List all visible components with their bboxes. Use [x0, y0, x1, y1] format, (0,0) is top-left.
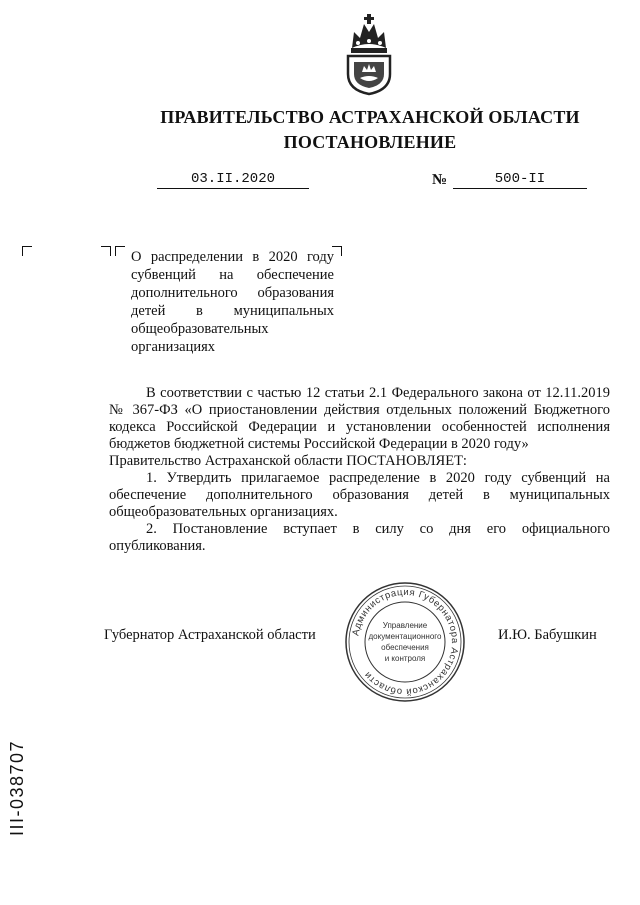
- document-date: 03.II.2020: [190, 171, 275, 187]
- corner-mark: [101, 246, 111, 256]
- stamp-line: и контроля: [384, 654, 426, 663]
- serial-number: III-038707: [7, 739, 27, 836]
- document-number: 500-II: [494, 171, 546, 187]
- stamp-line: документационного: [368, 632, 442, 641]
- stamp-line: обеспечения: [381, 643, 429, 652]
- corner-mark: [115, 246, 125, 256]
- date-underline: [157, 188, 309, 189]
- document-subject: О распределении в 2020 году субвенций на обеспечение дополнительного образования детей в муниципальных общеобразовательных организациях: [131, 249, 334, 355]
- number-underline: [453, 188, 587, 189]
- body-paragraph: В соответствии с частью 12 статьи 2.1 Федерального закона от 12.11.2019 № 367-ФЗ «О приостановлении действия отдельных положений Бюджетного кодекса Российской Федерации и установлении особенностей исполнения бюджетов бюджетной системы Российской Федерации в 2020 году»: [109, 385, 610, 452]
- authority-heading: ПРАВИТЕЛЬСТВО АСТРАХАНСКОЙ ОБЛАСТИ: [160, 107, 580, 127]
- stamp-line: Управление: [382, 621, 428, 630]
- coat-of-arms-icon: [338, 12, 400, 96]
- body-paragraph: Правительство Астраханской области ПОСТАНОВЛЯЕТ:: [109, 453, 467, 469]
- document-body: [109, 385, 610, 555]
- official-stamp-icon: [343, 580, 467, 704]
- stamp-ring-text: Администрация Губернатора Астраханской области: [350, 586, 461, 698]
- body-paragraph: 2. Постановление вступает в силу со дня его официального опубликования.: [109, 521, 610, 554]
- body-paragraph: 1. Утвердить прилагаемое распределение в 2020 году субвенций на обеспечение дополнительного образования детей в муниципальных общеобразовательных организациях.: [109, 470, 610, 520]
- signatory-title: Губернатор Астраханской области: [104, 627, 316, 643]
- svg-text:Администрация Губернатора Астр: [350, 587, 460, 697]
- document-type-heading: ПОСТАНОВЛЕНИЕ: [283, 132, 457, 152]
- corner-mark: [22, 246, 32, 256]
- signatory-name: И.Ю. Бабушкин: [498, 627, 597, 643]
- number-sign: №: [432, 172, 448, 188]
